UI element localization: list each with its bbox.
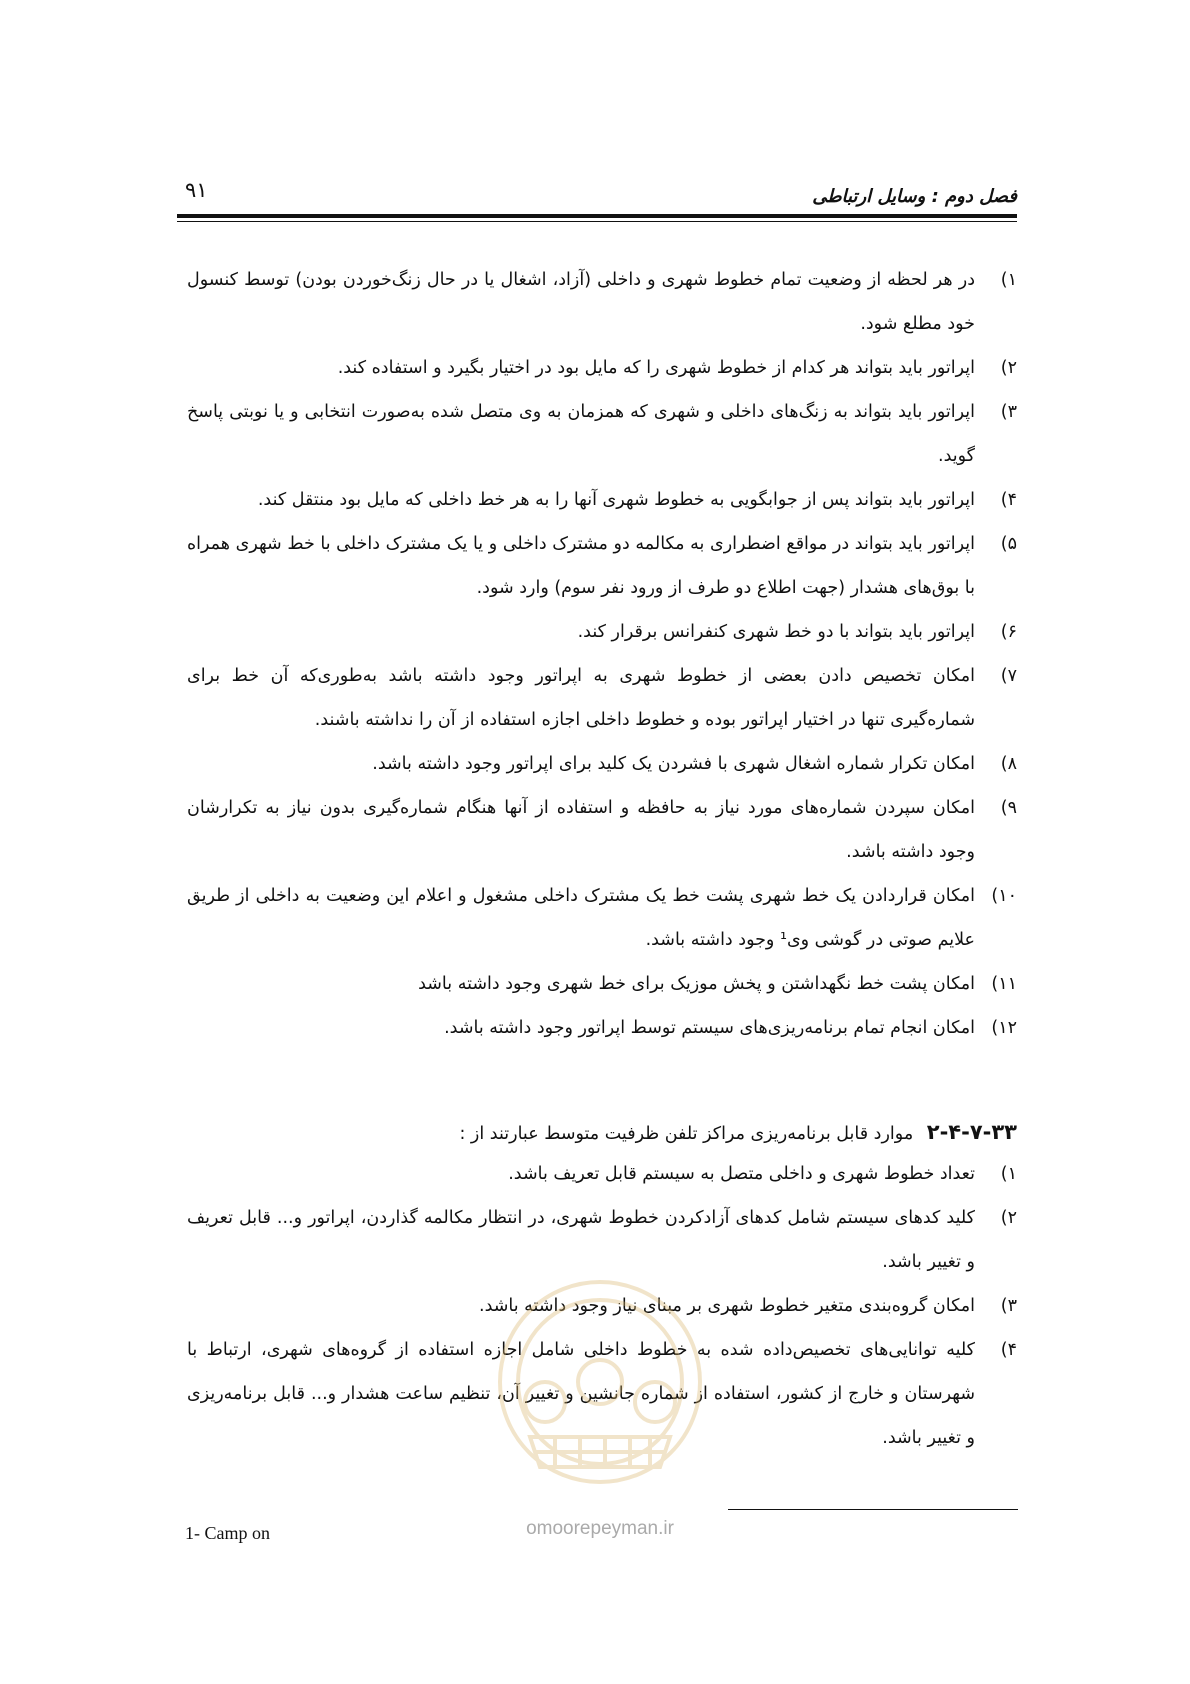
list-item: ۱۰) امکان قراردادن یک خط شهری پشت خط یک مشترک داخلی مشغول و اعلام این وضعیت به داخلی از طریق علایم صوتی در گوشی وی¹ وجود داشته باشد. [187, 886, 1017, 950]
list-item: ۱۲) امکان انجام تمام برنامه‌ریزی‌های سیستم توسط اپراتور وجود داشته باشد. [444, 1018, 1017, 1038]
page-number: ۹۱ [185, 178, 208, 202]
list-item: ۵) اپراتور باید بتواند در مواقع اضطراری به مکالمه دو مشترک داخلی و یا یک مشترک داخلی با خط شهری همراه با بوق‌های هشدار (جهت اطلاع دو طرف از ورود نفر سوم) وارد شود. [187, 534, 1017, 598]
list-item: ۴) کلیه توانایی‌های تخصیص‌داده شده به خطوط داخلی شامل اجازه استفاده از گروه‌های شهری، ارتباط با شهرستان و خارج از کشور، استفاده از شماره جانشین و تغییر آن، تنظیم ساعت هشدار و... قابل برنامه‌ریزی و تغییر باشد. [187, 1340, 1017, 1448]
list-item: ۸) امکان تکرار شماره اشغال شهری با فشردن یک کلید برای اپراتور وجود داشته باشد. [372, 754, 1017, 774]
list-item: ۹) امکان سپردن شماره‌های مورد نیاز به حافظه و استفاده از آنها هنگام شماره‌گیری بدون نیاز به تکرارشان وجود داشته باشد. [187, 798, 1017, 862]
list-item: ۱) در هر لحظه از وضعیت تمام خطوط شهری و داخلی (آزاد، اشغال یا در حال زنگ‌خوردن بودن) توسط کنسول خود مطلع شود. [187, 270, 1017, 334]
footnote: 1- Camp on [185, 1523, 270, 1543]
header-rule-thick [177, 214, 1017, 218]
programmable-items-list [187, 1152, 1017, 1460]
list-item: ۳) اپراتور باید بتواند به زنگ‌های داخلی و شهری که همزمان به وی متصل شده به‌صورت انتخابی و یا نوبتی پاسخ گوید. [187, 402, 1017, 466]
list-item: ۲) کلید کدهای سیستم شامل کدهای آزادکردن خطوط شهری، در انتظار مکالمه گذاردن، اپراتور و... قابل تعریف و تغییر باشد. [187, 1208, 1017, 1272]
list-item: ۶) اپراتور باید بتواند با دو خط شهری کنفرانس برقرار کند. [577, 622, 1017, 642]
footnote-rule [728, 1509, 1018, 1510]
list-item: ۱۱) امکان پشت خط نگهداشتن و پخش موزیک برای خط شهری وجود داشته باشد [418, 974, 1017, 994]
watermark-site: omoorepeyman.ir [526, 1518, 674, 1539]
list-item: ۳) امکان گروه‌بندی متغیر خطوط شهری بر مبنای نیاز وجود داشته باشد. [479, 1296, 1017, 1316]
section-number: ۲-۴-۷-۳۳ [926, 1120, 1017, 1144]
header-rule-thin [177, 221, 1017, 222]
requirements-list [187, 258, 1017, 1050]
list-item: ۷) امکان تخصیص دادن بعضی از خطوط شهری به اپراتور وجود داشته باشد به‌طوری‌که آن خط برای شماره‌گیری تنها در اختیار اپراتور بوده و خطوط داخلی اجازه استفاده از آن را نداشته باشند. [187, 666, 1017, 730]
section-heading [167, 1112, 1017, 1154]
section-text: موارد قابل برنامه‌ریزی مراکز تلفن ظرفیت متوسط عبارتند از : [459, 1124, 914, 1144]
list-item: ۱) تعداد خطوط شهری و داخلی متصل به سیستم قابل تعریف باشد. [508, 1164, 1017, 1184]
list-item: ۴) اپراتور باید بتواند پس از جوابگویی به خطوط شهری آنها را به هر خط داخلی که مایل بود منتقل کند. [257, 490, 1017, 510]
list-item: ۲) اپراتور باید بتواند هر کدام از خطوط شهری را که مایل بود در اختیار بگیرد و استفاده کند. [337, 358, 1017, 378]
chapter-title: فصل دوم : وسایل ارتباطی [812, 186, 1017, 207]
